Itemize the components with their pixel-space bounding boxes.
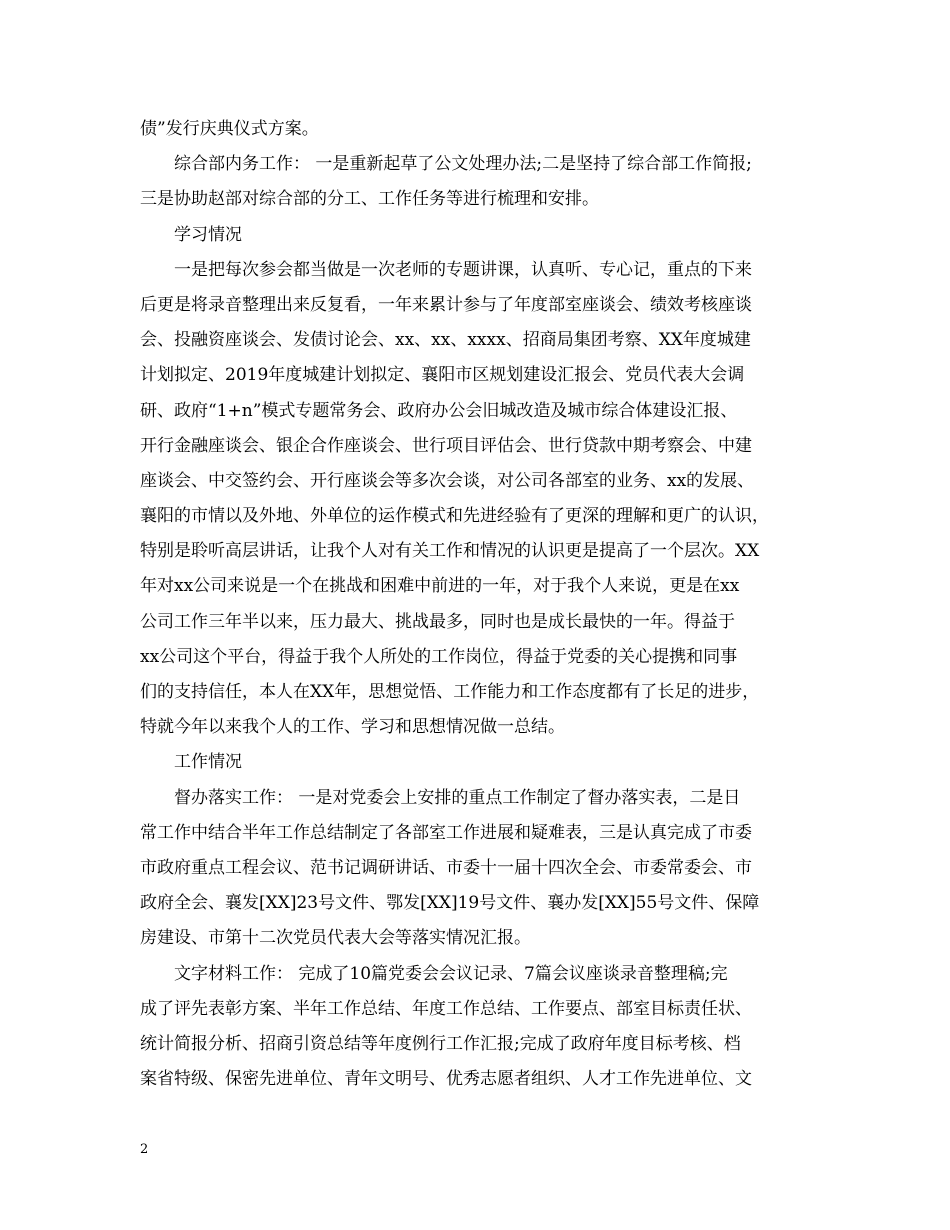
text-line: 常工作中结合半年工作总结制定了各部室工作进展和疑难表，三是认真完成了市委 xyxy=(140,822,752,843)
text-line: 市政府重点工程会议、范书记调研讲话、市委十一届十四次全会、市委常委会、市 xyxy=(140,857,752,878)
text-line: 开行金融座谈会、银企合作座谈会、世行项目评估会、世行贷款中期考察会、中建 xyxy=(140,435,752,456)
text-line: 计划拟定、2019年度城建计划拟定、襄阳市区规划建设汇报会、党员代表大会调 xyxy=(140,365,745,386)
text-line: 案省特级、保密先进单位、青年文明号、优秀志愿者组织、人才工作先进单位、文 xyxy=(140,1069,752,1090)
text-line: 成了评先表彰方案、半年工作总结、年度工作总结、工作要点、部室目标责任状、 xyxy=(140,998,752,1019)
document-body xyxy=(140,112,822,1097)
text-line: 文字材料工作： 完成了10篇党委会会议记录、7篇会议座谈录音整理稿;完 xyxy=(174,963,728,984)
text-line: 工作情况 xyxy=(174,752,242,773)
text-line: 年对xx公司来说是一个在挑战和困难中前进的一年，对于我个人来说，更是在xx xyxy=(140,576,740,597)
text-line: 会、投融资座谈会、发债讨论会、xx、xx、xxxx、招商局集团考察、XX年度城建 xyxy=(140,330,751,351)
text-line: 襄阳的市情以及外地、外单位的运作模式和先进经验有了更深的理解和更广的认识， xyxy=(140,506,769,527)
text-line: 公司工作三年半以来，压力最大、挑战最多，同时也是成长最快的一年。得益于 xyxy=(140,611,735,632)
text-line: 研、政府“1+n”模式专题常务会、政府办公会旧城改造及城市综合体建设汇报、 xyxy=(140,400,738,421)
page-number: 2 xyxy=(140,1142,149,1157)
text-line: 政府全会、襄发[XX]23号文件、鄂发[XX]19号文件、襄办发[XX]55号文件、保障 xyxy=(140,893,760,914)
text-line: 债”发行庆典仪式方案。 xyxy=(140,119,319,139)
text-line: 统计简报分析、招商引资总结等年度例行工作汇报;完成了政府年度目标考核、档 xyxy=(140,1033,741,1054)
text-line: 督办落实工作： 一是对党委会上安排的重点工作制定了督办落实表，二是日 xyxy=(174,787,741,808)
text-line: 座谈会、中交签约会、开行座谈会等多次会谈，对公司各部室的业务、xx的发展、 xyxy=(140,470,755,491)
text-line: 们的支持信任，本人在XX年，思想觉悟、工作能力和工作态度都有了长足的进步， xyxy=(140,682,760,702)
text-line: xx公司这个平台，得益于我个人所处的工作岗位，得益于党委的关心提携和同事 xyxy=(140,646,738,667)
text-line: 一是把每次参会都当做是一次老师的专题讲课，认真听、专心记，重点的下来 xyxy=(174,259,752,280)
text-line: 特就今年以来我个人的工作、学习和思想情况做一总结。 xyxy=(140,717,565,738)
text-line: 房建设、市第十二次党员代表大会等落实情况汇报。 xyxy=(140,928,531,949)
text-line: 特别是聆听高层讲话，让我个人对有关工作和情况的认识更是提高了一个层次。XX xyxy=(140,541,760,562)
text-line: 学习情况 xyxy=(174,224,242,245)
text-line: 三是协助赵部对综合部的分工、工作任务等进行梳理和安排。 xyxy=(140,189,599,210)
text-line: 后更是将录音整理出来反复看，一年来累计参与了年度部室座谈会、绩效考核座谈 xyxy=(140,294,752,315)
text-line: 综合部内务工作： 一是重新起草了公文处理办法;二是坚持了综合部工作简报; xyxy=(174,154,752,175)
